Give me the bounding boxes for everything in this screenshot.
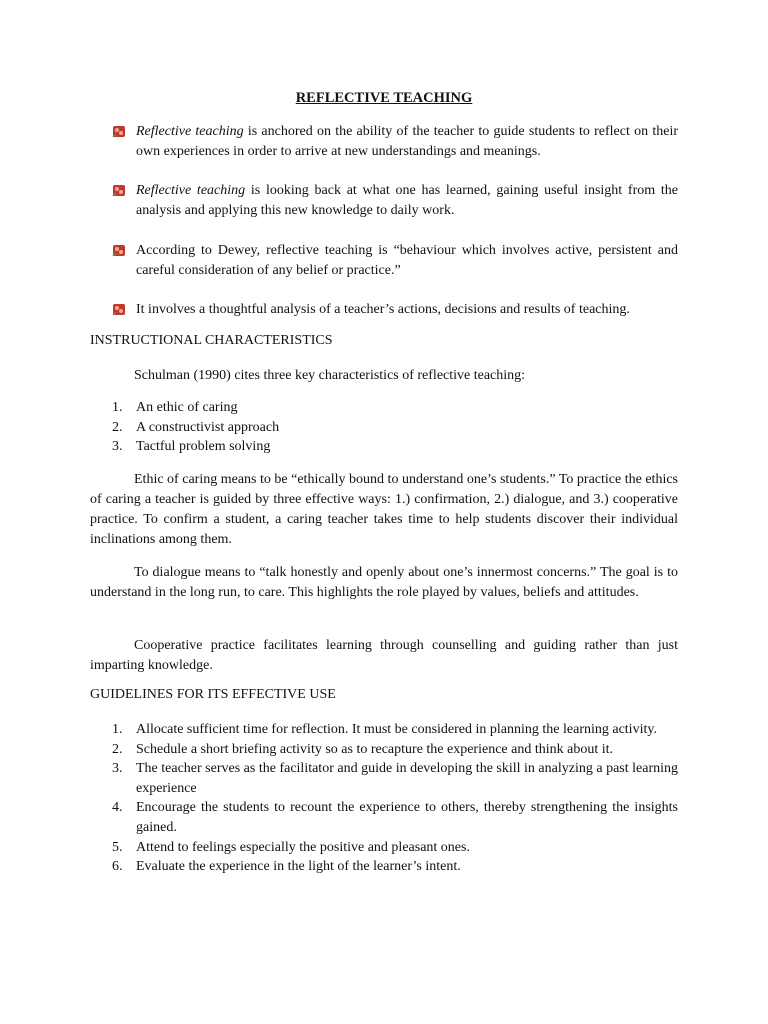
bullet-text: is looking back at what one has learned, gaining useful insight from the analysis and applying this new knowledge to daily work.	[136, 183, 678, 218]
bullet-text: It involves a thoughtful analysis of a teacher’s actions, decisions and results of teaching.	[136, 302, 630, 317]
list-item: 1. Allocate sufficient time for reflection. It must be considered in planning the learning activity.	[112, 722, 657, 737]
list-item: 2. A constructivist approach	[112, 419, 280, 435]
flower-bullet-icon	[112, 303, 126, 316]
paragraph: To dialogue means to “talk honestly and openly about one’s innermost concerns.” The goal is to understand in the long run, to care. This highlights the role played by values, beliefs and attitudes.	[90, 565, 678, 600]
flower-bullet-icon	[112, 184, 126, 197]
bullet-item	[112, 122, 678, 162]
flower-bullet-icon	[112, 244, 126, 257]
list-item: 3. The teacher serves as the facilitator and guide in developing the skill in analyzing a past learning experience	[112, 761, 678, 796]
section-heading: GUIDELINES FOR ITS EFFECTIVE USE	[90, 687, 336, 702]
paragraph: Ethic of caring means to be “ethically bound to understand one’s students.” To practice the ethics of caring a teacher is guided by three effective ways: 1.) confirmation, 2.) dialogue, and 3.) cooperative practice. To confirm a student, a caring teacher takes time to help students discover their individual inclinations among them.	[90, 472, 678, 547]
list-item: 4. Encourage the students to recount the experience to others, thereby strengthening the insights gained.	[112, 800, 678, 835]
section-intro: Schulman (1990) cites three key characteristics of reflective teaching:	[134, 368, 526, 383]
characteristics-list	[112, 398, 678, 457]
list-item: 5. Attend to feelings especially the positive and pleasant ones.	[112, 839, 470, 855]
guidelines-list	[112, 720, 678, 877]
list-item: 2. Schedule a short briefing activity so as to recapture the experience and think about it.	[112, 741, 614, 757]
bullet-italic: Reflective teaching	[136, 124, 244, 139]
paragraph: Cooperative practice facilitates learning through counselling and guiding rather than just imparting knowledge.	[90, 638, 678, 673]
page-title: REFLECTIVE TEACHING	[295, 90, 473, 106]
bullet-italic: Reflective teaching	[136, 183, 246, 198]
list-item: 1. An ethic of caring	[112, 400, 238, 415]
bullet-item	[112, 300, 678, 320]
section-heading: INSTRUCTIONAL CHARACTERISTICS	[90, 333, 333, 348]
list-item: 3. Tactful problem solving	[112, 439, 271, 455]
list-item: 6. Evaluate the experience in the light of the learner’s intent.	[112, 859, 461, 875]
bullet-text: is anchored on the ability of the teacher to guide students to reflect on their own experiences in order to arrive at new understandings and meanings.	[136, 124, 678, 159]
bullet-item	[112, 181, 678, 221]
bullet-text: According to Dewey, reflective teaching is “behaviour which involves active, persistent and careful consideration of any belief or practice.”	[136, 243, 678, 278]
bullet-item	[112, 241, 678, 281]
flower-bullet-icon	[112, 125, 126, 138]
